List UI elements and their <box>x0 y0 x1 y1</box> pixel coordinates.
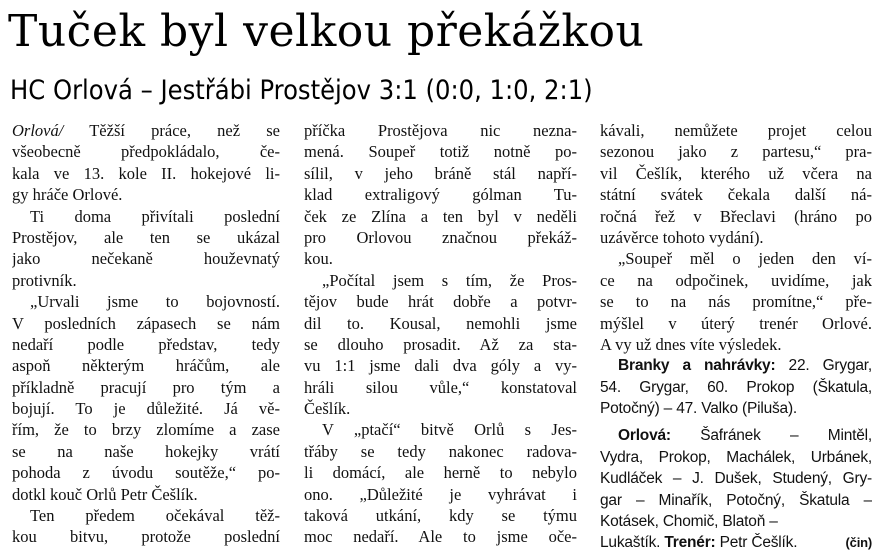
text-line: taková utkání, kdy se týmu <box>304 506 577 526</box>
text-line: A vy už dnes víte výsledek. <box>600 334 782 354</box>
text-line: sezonou jako z partesu,“ pra- <box>600 142 872 162</box>
text-line: ce na odpočinek, uvidíme, jak <box>600 270 872 290</box>
text-line: moc nedaří. Ale to jsme oče- <box>304 527 577 547</box>
text-line: ček ze Zlína a ten byl v neděli <box>304 206 577 226</box>
text-line: všeobecně předpokládalo, če- <box>12 142 280 162</box>
goals-line: Branky a nahrávky: 22. Grygar, <box>618 357 872 375</box>
text-line: příkladně pracují pro tým a <box>12 377 280 397</box>
text-line: kou. <box>304 249 333 269</box>
text-line: třáby se tedy nakonec radova- <box>304 441 577 461</box>
text-line: se dlouho prosadit. Až za sta- <box>304 334 577 354</box>
text-line: příčka Prostějova nic nezna- <box>304 121 577 140</box>
goals-label: Branky a nahrávky: <box>618 357 776 375</box>
text-line: nedaří podle představ, tedy <box>12 334 280 354</box>
lineup-line: Orlová: Šafránek – Mintěl, <box>618 427 872 445</box>
text-line: kou bitvu, protože poslední <box>12 527 280 547</box>
text-line: pohoda z úvodu soutěže,“ po- <box>12 463 280 483</box>
text-line: vu 1:1 jsme dali dva góly a vy- <box>304 356 577 376</box>
subheadline-match-result: HC Orlová – Jestřábi Prostějov 3:1 (0:0, 1:0, 2:1) <box>10 75 593 106</box>
lineup-coach-line: Lukaštík. Trenér: Petr Češlík. (čin) <box>600 532 872 553</box>
text-line: se to na nás promítne,“ pře- <box>600 292 872 312</box>
text-line: „Soupeř měl o jeden den ví- <box>618 249 872 269</box>
text-line: kávali, nemůžete projet celou <box>600 121 872 140</box>
dateline: Orlová/ <box>12 121 64 140</box>
text-line: jako nečekaně houževnatý <box>12 249 280 269</box>
coach-label: Trenér: <box>664 534 716 552</box>
text-line: státní svátek čekala další ná- <box>600 185 872 205</box>
text-line: Orlová/ Těžší práce, než se <box>12 121 280 140</box>
lineup-line: Kotásek, Chomič, Blatoň – <box>600 513 778 531</box>
text-line: „Počítal jsem s tím, že Pros- <box>322 270 577 290</box>
text-line: dil to. Kousal, nemohli jsme <box>304 313 577 333</box>
lineup-line: Kudláček – J. Dušek, Studený, Gry- <box>600 470 872 488</box>
goals-line: 54. Grygar, 60. Prokop (Škatula, <box>600 378 872 396</box>
goals-line: Potočný) – 47. Valko (Piluša). <box>600 400 798 418</box>
lineup-line: gar – Minařík, Potočný, Škatula – <box>600 491 872 509</box>
text-line: mýšlel v úterý trenér Orlové. <box>600 313 872 333</box>
text-line: li domácí, ale herně to nebylo <box>304 463 577 483</box>
text-line: Ten předem očekával těž- <box>30 506 280 526</box>
text-line: protivník. <box>12 270 77 290</box>
author-signature: (čin) <box>845 535 872 551</box>
text-line: Ti doma přivítali poslední <box>30 206 280 226</box>
text-line: dotkl kouč Orlů Petr Češlík. <box>12 484 198 504</box>
text-line: gy hráče Orlové. <box>12 185 123 205</box>
text-line: ono. „Důležité je vyhrávat i <box>304 484 577 504</box>
text-line: V posledních zápasech se nám <box>12 313 280 333</box>
article-column-1 <box>12 120 280 548</box>
text-line: se na naše hokejky vrátí <box>12 441 280 461</box>
text-line: kala ve 13. kole II. hokejové li- <box>12 163 280 183</box>
text-line: Češlík. <box>304 399 351 419</box>
article-column-2 <box>304 120 577 548</box>
text-line: „Urvali jsme to bojovností. <box>30 292 280 312</box>
text-line: klad extraligový gólman Tu- <box>304 185 577 205</box>
text-line: V „ptačí“ bitvě Orlů s Jes- <box>322 420 577 440</box>
article-column-3 <box>600 120 872 554</box>
coach-name: Petr Češlík. <box>715 534 798 552</box>
text-line: sílil, v jeho bráně stál napří- <box>304 163 577 183</box>
text-line: bojují. To je důležité. Já vě- <box>12 399 280 419</box>
text-line: tějov bude hrát dobře a potvr- <box>304 292 577 312</box>
text-line: Prostějov, ale ten se ukázal <box>12 227 280 247</box>
lineup-label: Orlová: <box>618 427 671 445</box>
text-line: uzávěrce tohoto vydání). <box>600 227 764 247</box>
headline: Tuček byl velkou překážkou <box>8 6 645 57</box>
text-line: ročná řež v Břeclavi (hráno po <box>600 206 872 226</box>
text-line: vil Češlík, kterého už včera na <box>600 163 872 183</box>
text-line: hráli silou vůle,“ konstatoval <box>304 377 577 397</box>
text-line: řím, že to brzy zlomíme a zase <box>12 420 280 440</box>
text-line: pro Orlovou značnou překáž- <box>304 227 577 247</box>
text-line: mená. Soupeř totiž notně po- <box>304 142 577 162</box>
text-line: aspoň některým hráčům, ale <box>12 356 280 376</box>
lineup-line: Vydra, Prokop, Machálek, Urbánek, <box>600 448 872 466</box>
